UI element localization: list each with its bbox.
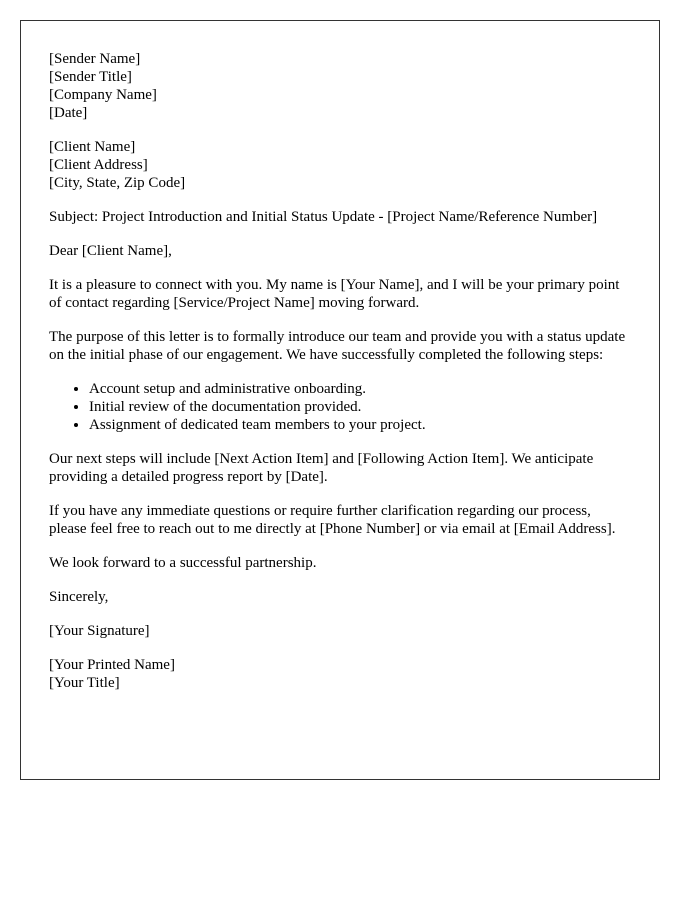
sender-name: [Sender Name] (49, 51, 141, 67)
sender-title: [Sender Title] (49, 69, 132, 85)
recipient-block (49, 138, 631, 192)
next-steps-paragraph: Our next steps will include [Next Action Item] and [Following Action Item]. We anticipate providing a detailed progress report by [Date]. (49, 451, 594, 485)
letter-date: [Date] (49, 105, 88, 121)
closing-line: We look forward to a successful partnership. (49, 555, 317, 571)
sender-company: [Company Name] (49, 87, 157, 103)
intro-paragraph: It is a pleasure to connect with you. My name is [Your Name], and I will be your primary point of contact regarding [Service/Project Name] moving forward. (49, 277, 620, 311)
recipient-address: [Client Address] (49, 157, 148, 173)
sender-block (49, 50, 631, 122)
list-item: • Initial review of the documentation provided. (89, 398, 631, 416)
printed-name: [Your Printed Name] (49, 657, 175, 673)
signature-placeholder: [Your Signature] (49, 623, 150, 639)
letter-page (20, 20, 660, 780)
subject-line: Subject: Project Introduction and Initial Status Update - [Project Name/Reference Number] (49, 209, 598, 225)
salutation: Dear [Client Name], (49, 243, 172, 259)
contact-paragraph: If you have any immediate questions or require further clarification regarding our process, please feel free to reach out to me directly at [Phone Number] or via email at [Email Address]. (49, 503, 616, 537)
list-item: • Assignment of dedicated team members to your project. (89, 416, 631, 434)
purpose-paragraph: The purpose of this letter is to formally introduce our team and provide you with a status update on the initial phase of our engagement. We have successfully completed the following steps: (49, 329, 626, 363)
recipient-city-state-zip: [City, State, Zip Code] (49, 175, 186, 191)
recipient-name: [Client Name] (49, 139, 136, 155)
valediction: Sincerely, (49, 589, 109, 605)
signer-block (49, 656, 631, 692)
list-item: • Account setup and administrative onboarding. (89, 380, 631, 398)
signer-title: [Your Title] (49, 675, 120, 691)
completed-steps-list (49, 380, 631, 434)
